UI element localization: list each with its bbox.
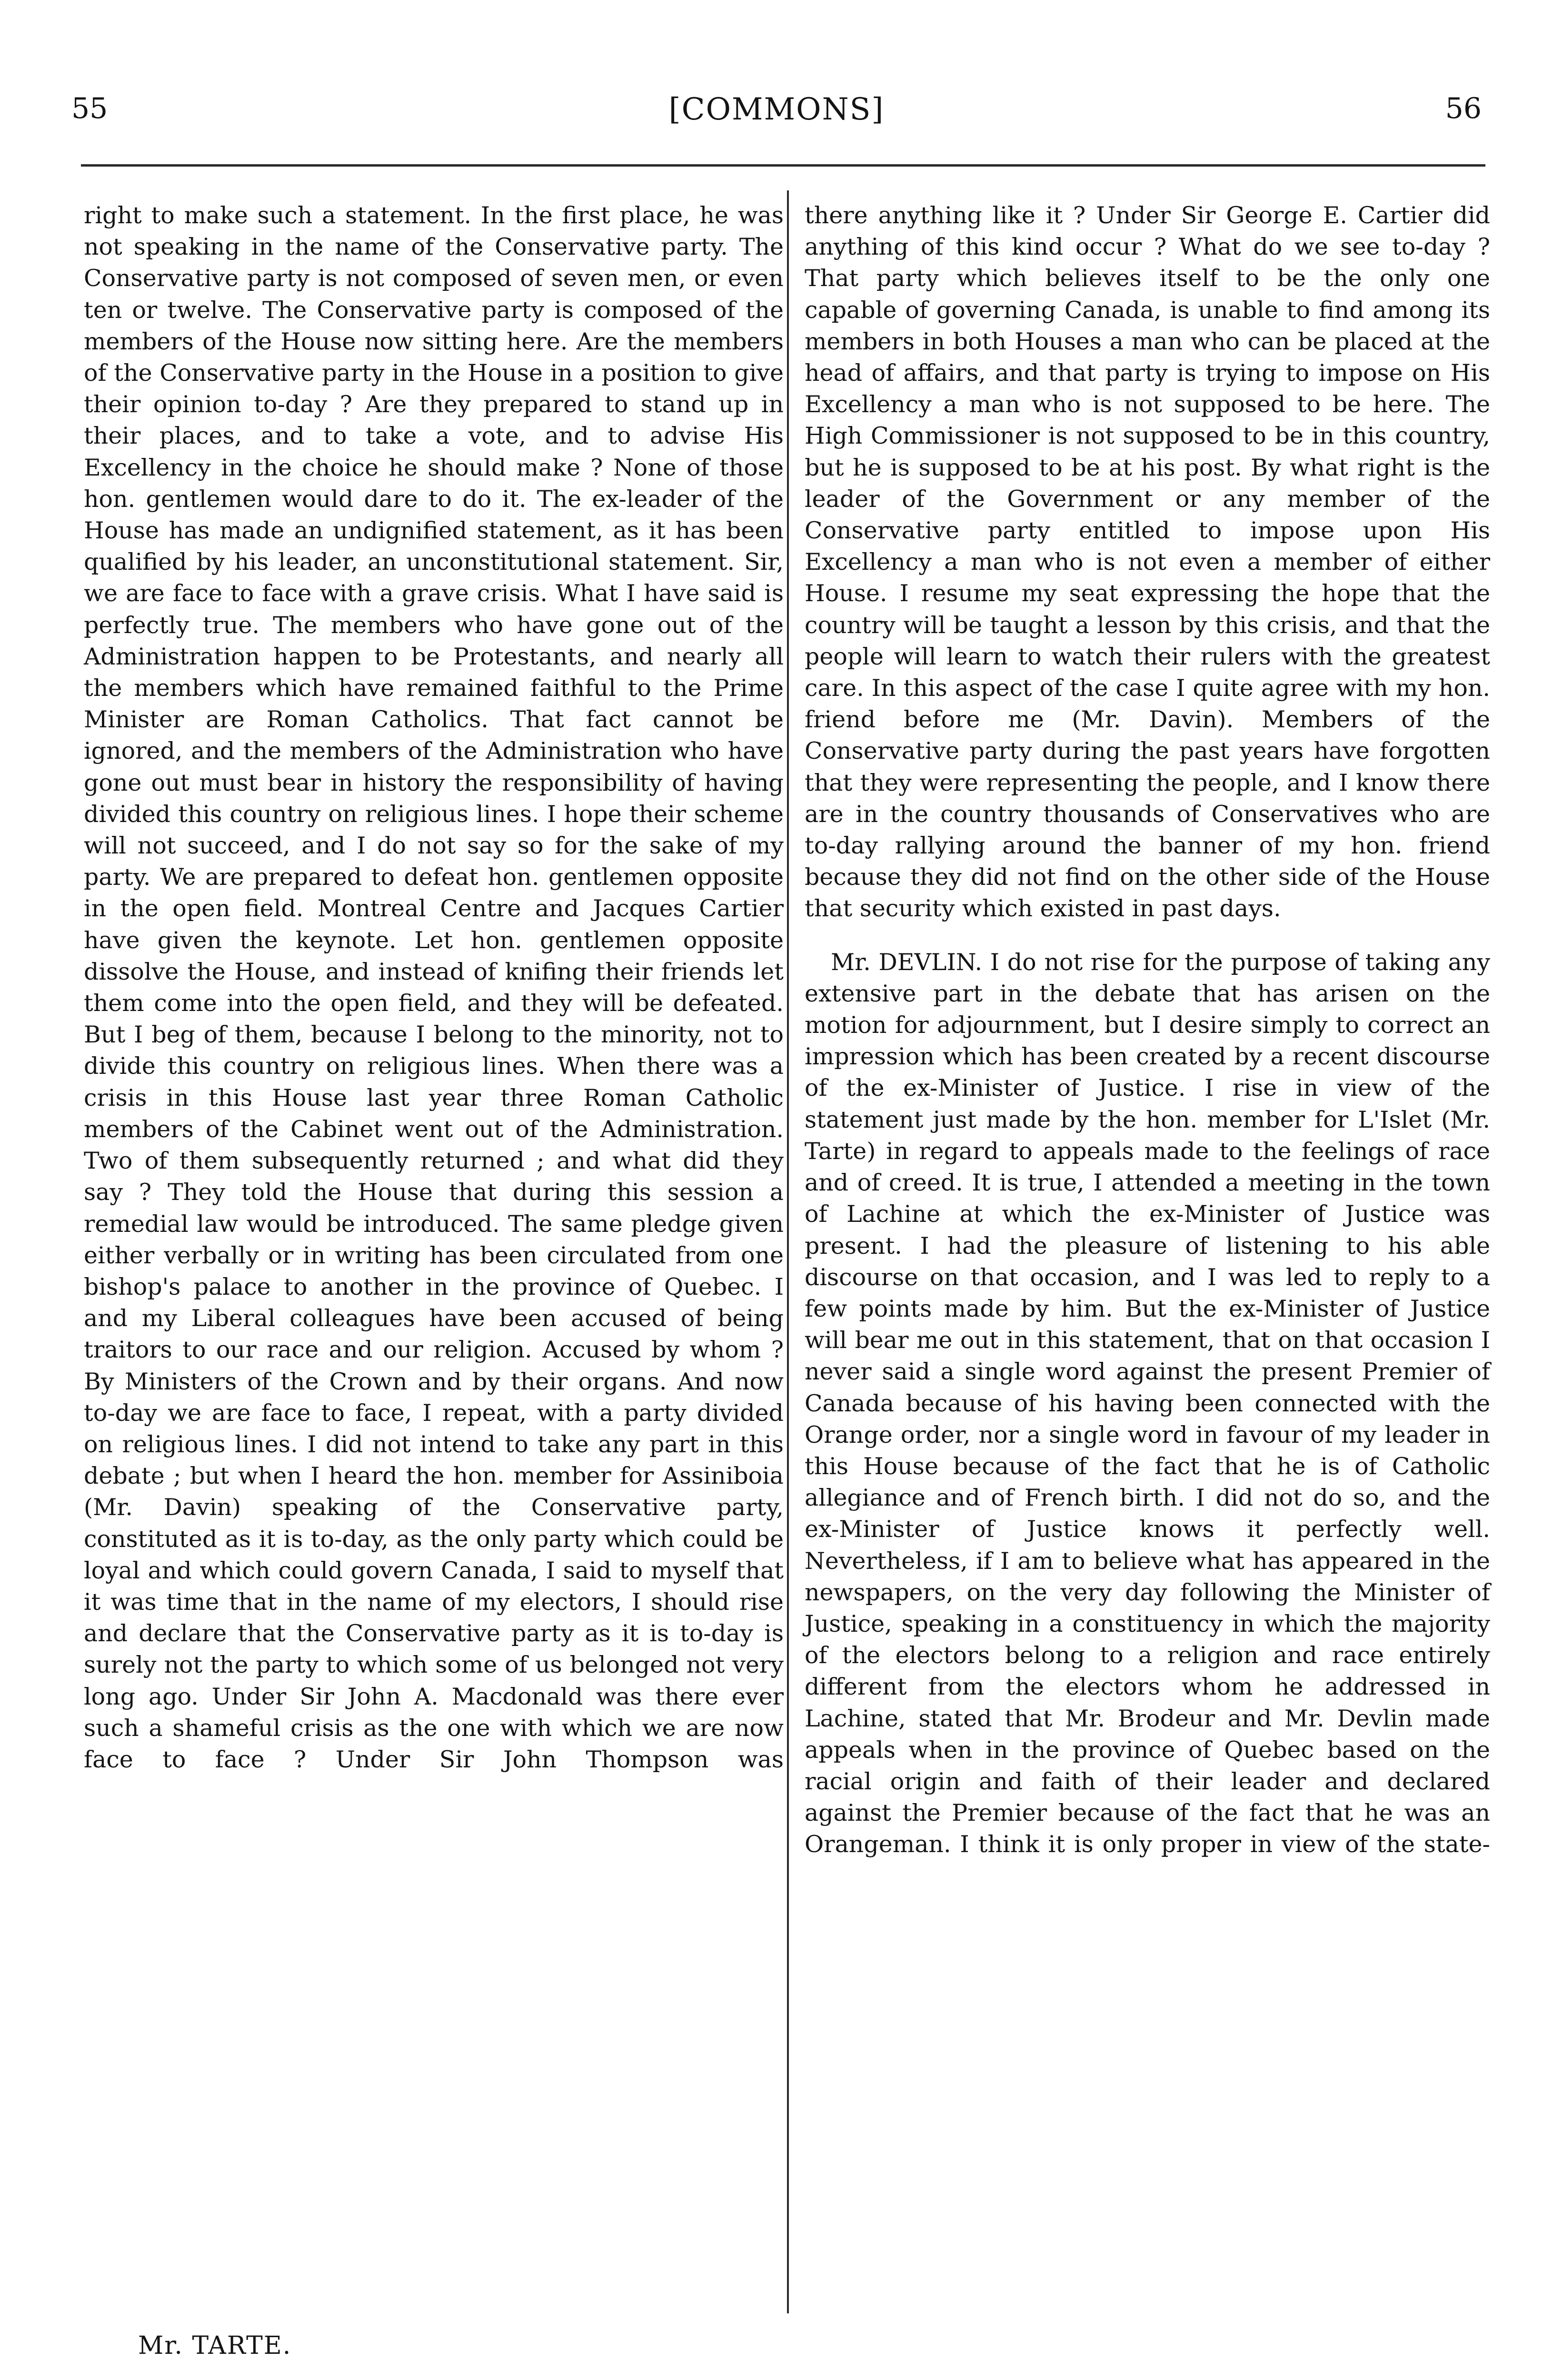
column-divider: [787, 190, 789, 2313]
left-column-text: right to make such a statement. In the first place, he was not speaking in the name of the Conservative party. The Conservative party is not composed of seven men, or even ten or twelve. The Conservative party is composed of the members of the House now sitting here. Are the members of the Conservative party in the House in a position to give their opinion to-day ? Are they prepared to stand up in their places, and to take a vote, and to advise His Excellency in the choice he should make ? None of those hon. gentlemen would dare to do it. The ex-leader of the House has made an undignified statement, as it has been qualified by his leader, an unconstitutional statement. Sir, we are face to face with a grave crisis. What I have said is perfectly true. The members who have gone out of the Administration happen to be Protestants, and nearly all the members which have remained faithful to the Prime Minister are Roman Catholics. That fact cannot be ignored, and the members of the Administration who have gone out must bear in history the responsibility of having divided this country on religious lines. I hope their scheme will not succeed, and I do not say so for the sake of my party. We are prepared to defeat hon. gentlemen opposite in the open field. Montreal Centre and Jacques Cartier have given the keynote. Let hon. gentlemen opposite dissolve the House, and instead of knifing their friends let them come into the open field, and they will be defeated. But I beg of them, because I belong to the minority, not to divide this country on religious lines. When there was a crisis in this House last year three Roman Catholic members of the Cabinet went out of the Administration. Two of them subsequently returned ; and what did they say ? They told the House that during this session a remedial law would be introduced. The same pledge given either verbally or in writing has been circulated from one bishop's palace to another in the province of Quebec. I and my Liberal colleagues have been accused of being traitors to our race and our religion. Accused by whom ? By Ministers of the Crown and by their organs. And now to-day we are face to face, I repeat, with a party divided on religious lines. I did not intend to take any part in this debate ; but when I heard the hon. member for Assiniboia (Mr. Davin) speaking of the Conservative party, constituted as it is to-day, as the only party which could be loyal and which could govern Canada, I said to myself that it was time that in the name of my electors, I should rise and declare that the Conservative party as it is to-day is surely not the party to which some of us belonged not very long ago. Under Sir John A. Macdonald was there ever such a shameful crisis as the one with which we are now face to face ? Under Sir John Thompson was: [84, 202, 784, 1773]
page-number-right: 56: [1445, 92, 1482, 125]
header-rule: [81, 164, 1485, 167]
page-number-left: 55: [71, 92, 108, 125]
right-column-paragraph-2: Mr. DEVLIN. I do not rise for the purpose of taking any extensive part in the debate that has arisen on the motion for adjournment, but I desire simply to correct an impression which has been created by a recent discourse of the ex-Minister of Justice. I rise in view of the statement just made by the hon. member for L'Islet (Mr. Tarte) in regard to appeals made to the feelings of race and of creed. It is true, I attended a meeting in the town of Lachine at which the ex-Minister of Justice was present. I had the pleasure of listening to his able discourse on that occasion, and I was led to reply to a few points made by him. But the ex-Minister of Justice will bear me out in this statement, that on that occasion I never said a single word against the present Premier of Canada because of his having been connected with the Orange order, nor a single word in favour of my leader in this House because of the fact that he is of Catholic allegiance and of French birth. I did not do so, and the ex-Minister of Justice knows it perfectly well. Nevertheless, if I am to believe what has appeared in the newspapers, on the very day following the Minister of Justice, speaking in a constituency in which the majority of the electors belong to a religion and race entirely different from the electors whom he addressed in Lachine, stated that Mr. Brodeur and Mr. Devlin made appeals when in the province of Quebec based on the racial origin and faith of their leader and declared against the Premier because of the fact that he was an Orangeman. I think it is only proper in view of the state-: [805, 948, 1490, 1858]
speaker-signature: Mr. TARTE.: [138, 2331, 292, 2360]
page-header: [0, 87, 1553, 135]
running-title: [COMMONS]: [668, 92, 885, 127]
right-column: [805, 200, 1490, 1861]
right-column-paragraph-1: there anything like it ? Under Sir George E. Cartier did anything of this kind occur ? What do we see to-day ? That party which believes itself to be the only one capable of governing Canada, is unable to find among its members in both Houses a man who can be placed at the head of affairs, and that party is trying to impose on His Excellency a man who is not supposed to be here. The High Commissioner is not supposed to be in this country, but he is supposed to be at his post. By what right is the leader of the Government or any member of the Conservative party entitled to impose upon His Excellency a man who is not even a member of either House. I resume my seat expressing the hope that the country will be taught a lesson by this crisis, and that the people will learn to watch their rulers with the greatest care. In this aspect of the case I quite agree with my hon. friend before me (Mr. Davin). Members of the Conservative party during the past years have forgotten that they were representing the people, and I know there are in the country thousands of Conservatives who are to-day rallying around the banner of my hon. friend because they did not find on the other side of the House that security which existed in past days.: [805, 202, 1490, 922]
left-column: [84, 200, 784, 1775]
